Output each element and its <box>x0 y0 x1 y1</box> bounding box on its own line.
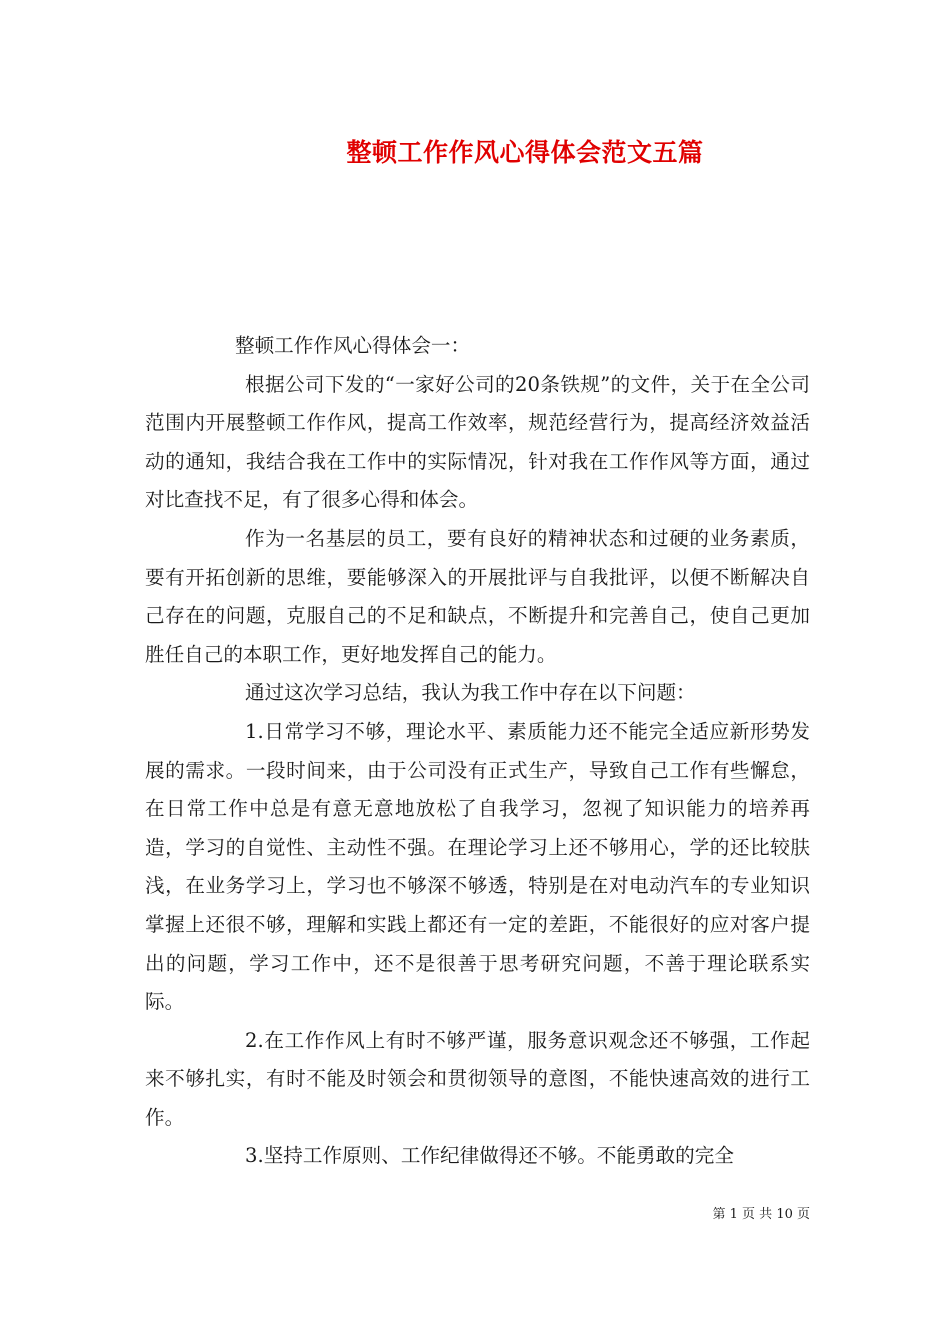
document-title: 整顿工作作风心得体会范文五篇 <box>346 138 704 167</box>
paragraph-4: 1.日常学习不够，理论水平、素质能力还不能完全适应新形势发展的需求。一段时间来，由于公司没有正式生产，导致自己工作有些懈怠，在日常工作中总是有意无意地放松了自我学习，忽视了知识能力的培养再造，学习的自觉性、主动性不强。在理论学习上还不够用心，学的还比较肤浅，在业务学习上，学习也不够深不够透，特别是在对电动汽车的专业知识掌握上还很不够，理解和实践上都还有一定的差距，不能很好的应对客户提出的问题，学习工作中，还不是很善于思考研究问题，不善于理论联系实际。 <box>145 719 810 1014</box>
page-number-footer: 第 1 页 共 10 页 <box>712 1207 810 1222</box>
paragraph-6: 3.坚持工作原则、工作纪律做得还不够。不能勇敢的完全 <box>245 1144 734 1168</box>
paragraph-5: 2.在工作作风上有时不够严谨，服务意识观念还不够强，工作起来不够扎实，有时不能及时领会和贯彻领导的意图，不能快速高效的进行工作。 <box>145 1028 810 1129</box>
paragraph-3: 通过这次学习总结，我认为我工作中存在以下问题： <box>245 681 696 705</box>
paragraph-1: 根据公司下发的“一家好公司的20条铁规”的文件，关于在全公司范围内开展整顿工作作风，提高工作效率，规范经营行为，提高经济效益活动的通知，我结合我在工作中的实际情况，针对我在工作作风等方面，通过对比查找不足，有了很多心得和体会。 <box>145 372 810 512</box>
section-heading: 整顿工作作风心得体会一： <box>235 334 471 357</box>
paragraph-2: 作为一名基层的员工，要有良好的精神状态和过硬的业务素质，要有开拓创新的思维，要能够深入的开展批评与自我批评，以便不断解决自己存在的问题，克服自己的不足和缺点，不断提升和完善自己，使自己更加胜任自己的本职工作，更好地发挥自己的能力。 <box>145 526 810 666</box>
document-body <box>145 327 810 1176</box>
